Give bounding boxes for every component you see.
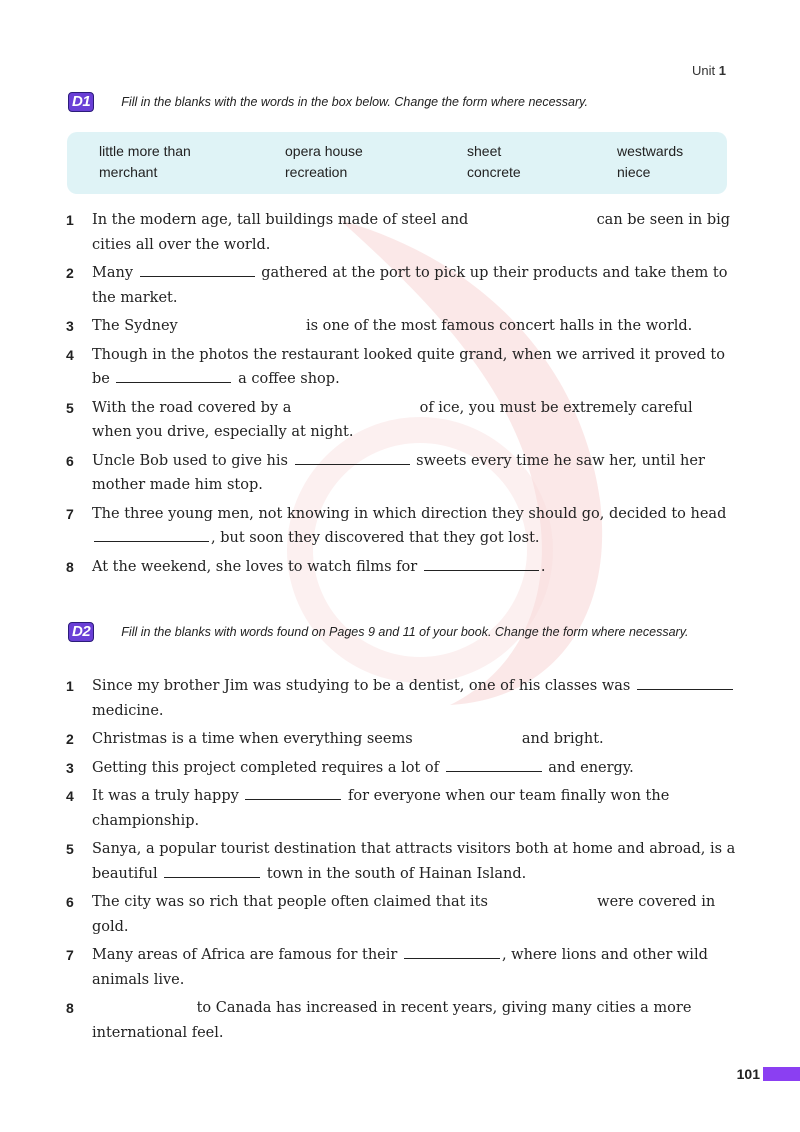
word-box-item: merchant bbox=[99, 164, 158, 180]
answer-blank[interactable] bbox=[184, 318, 299, 330]
d2-question-list bbox=[66, 674, 736, 1049]
d1-question: 8 At the weekend, she loves to watch films for . bbox=[66, 558, 546, 575]
d2-question: 3 Getting this project completed requires a lot of and energy. bbox=[66, 759, 634, 776]
answer-blank[interactable] bbox=[94, 1000, 190, 1012]
word-box-item: westwards bbox=[617, 143, 684, 159]
d2-badge: D2 bbox=[68, 622, 94, 642]
answer-blank[interactable] bbox=[245, 787, 341, 800]
answer-blank[interactable] bbox=[419, 731, 515, 743]
d1-question: 3 The Sydney is one of the most famous concert halls in the world. bbox=[66, 318, 693, 334]
answer-blank[interactable] bbox=[164, 865, 260, 878]
answer-blank[interactable] bbox=[424, 558, 539, 571]
answer-blank[interactable] bbox=[475, 212, 590, 224]
answer-blank[interactable] bbox=[94, 529, 209, 542]
d1-instruction: Fill in the blanks with the words in the box below. Change the form where necessary. bbox=[121, 95, 588, 109]
d1-question: 4 Though in the photos the restaurant looked quite grand, when we arrived it proved to be a coffee shop. bbox=[66, 346, 725, 387]
page-accent-bar bbox=[763, 1067, 800, 1081]
d2-header bbox=[68, 620, 728, 643]
d1-question: 2 Many gathered at the port to pick up their products and take them to the market. bbox=[66, 265, 728, 306]
word-box-item: sheet bbox=[467, 143, 502, 159]
answer-blank[interactable] bbox=[404, 946, 500, 959]
word-box-item: recreation bbox=[285, 164, 348, 180]
d1-question: 5 With the road covered by a of ice, you must be extremely careful when you drive, especially at night. bbox=[66, 399, 693, 440]
word-box-item: niece bbox=[617, 164, 651, 180]
d1-question: 7 The three young men, not knowing in which direction they should go, decided to head , but soon they discovered that they got lost. bbox=[66, 505, 727, 546]
d2-question: 4 It was a truly happy for everyone when our team finally won the championship. bbox=[66, 788, 670, 829]
word-box-item: concrete bbox=[467, 164, 521, 180]
d1-badge: D1 bbox=[68, 92, 94, 112]
d2-question: 8 to Canada has increased in recent years, giving many cities a more international feel. bbox=[66, 1000, 692, 1041]
answer-blank[interactable] bbox=[637, 677, 733, 690]
d2-instruction: Fill in the blanks with words found on Pages 9 and 11 of your book. Change the form where necessary. bbox=[121, 625, 689, 639]
d2-question: 5 Sanya, a popular tourist destination that attracts visitors both at home and abroad, is a beautiful town in the south of Hainan Island. bbox=[66, 841, 736, 882]
answer-blank[interactable] bbox=[495, 894, 591, 906]
word-box bbox=[67, 132, 727, 194]
word-box-item: opera house bbox=[285, 143, 363, 159]
answer-blank[interactable] bbox=[295, 452, 410, 465]
page-number: 101 bbox=[736, 1066, 760, 1082]
answer-blank[interactable] bbox=[298, 400, 413, 412]
d2-question: 2 Christmas is a time when everything seems and bright. bbox=[66, 731, 604, 747]
d2-question: 1 Since my brother Jim was studying to be a dentist, one of his classes was medicine. bbox=[66, 674, 736, 723]
d2-question: 7 Many areas of Africa are famous for their , where lions and other wild animals live. bbox=[66, 947, 708, 988]
d1-question-list bbox=[66, 208, 736, 583]
answer-blank[interactable] bbox=[140, 264, 255, 277]
unit-label: Unit 1 bbox=[692, 63, 726, 78]
answer-blank[interactable] bbox=[446, 759, 542, 772]
d1-question: 1 In the modern age, tall buildings made of steel and can be seen in big cities all over the world. bbox=[66, 212, 731, 253]
d1-header bbox=[68, 91, 748, 112]
d1-question: 6 Uncle Bob used to give his sweets every time he saw her, until her mother made him stop. bbox=[66, 452, 705, 493]
word-box-item: little more than bbox=[99, 143, 191, 159]
answer-blank[interactable] bbox=[116, 370, 231, 383]
d2-question: 6 The city was so rich that people often claimed that its were covered in gold. bbox=[66, 894, 716, 935]
